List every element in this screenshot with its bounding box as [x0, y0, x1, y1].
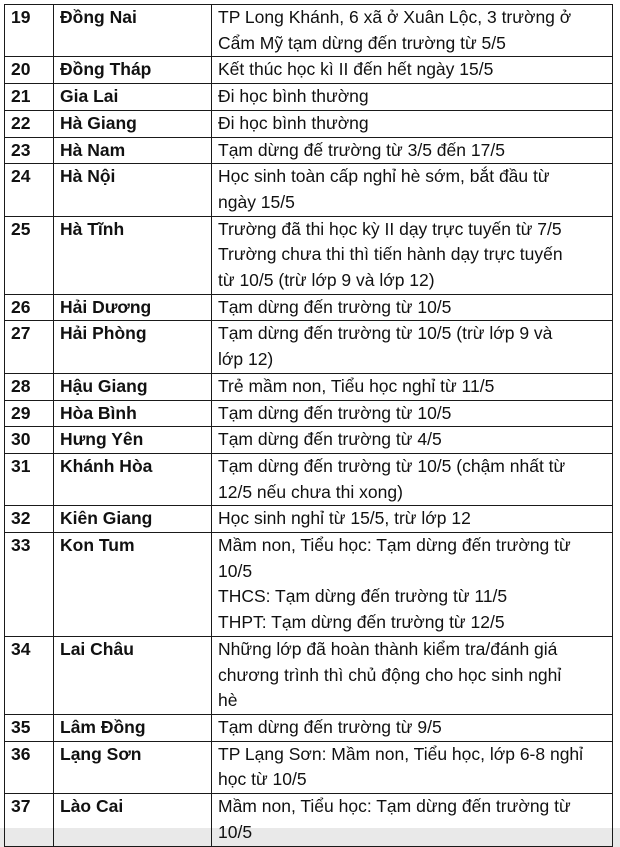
row-number: 35 [5, 714, 54, 741]
status-note-line: Tạm dừng đến trường từ 10/5 (chậm nhất từ [218, 455, 566, 476]
table-row [5, 164, 613, 216]
province-name: Hưng Yên [54, 427, 212, 454]
province-name: Đồng Tháp [54, 57, 212, 84]
status-note [212, 400, 613, 427]
table-row [5, 110, 613, 137]
status-note [212, 714, 613, 741]
province-name: Hà Nội [54, 164, 212, 216]
status-note [212, 321, 613, 373]
row-number: 33 [5, 533, 54, 637]
province-name: Lạng Sơn [54, 741, 212, 793]
table-row [5, 506, 613, 533]
table-row [5, 533, 613, 637]
status-note-line: 10/5 [218, 560, 253, 581]
row-number: 20 [5, 57, 54, 84]
table-row [5, 321, 613, 373]
status-note-line: Tạm dừng đến trường từ 10/5 [218, 296, 452, 317]
status-note [212, 294, 613, 321]
status-note-line: TP Lạng Sơn: Mầm non, Tiểu học, lớp 6-8 nghỉ [218, 743, 584, 764]
status-note-line: Cẩm Mỹ tạm dừng đến trường từ 5/5 [218, 32, 506, 53]
status-note-line: Học sinh toàn cấp nghỉ hè sớm, bắt đầu từ [218, 166, 550, 187]
province-name: Hà Giang [54, 110, 212, 137]
status-note [212, 636, 613, 714]
status-note-line: từ 10/5 (trừ lớp 9 và lớp 12) [218, 270, 435, 291]
status-note-line: Học sinh nghỉ từ 15/5, trừ lớp 12 [218, 508, 471, 529]
status-note-line: Những lớp đã hoàn thành kiểm tra/đánh giá [218, 638, 558, 659]
status-note-line: Tạm dừng đế trường từ 3/5 đến 17/5 [218, 139, 505, 160]
row-number: 27 [5, 321, 54, 373]
status-note-line: Trường chưa thi thì tiến hành dạy trực tuyến [218, 244, 563, 265]
status-note [212, 533, 613, 637]
status-note-line: THPT: Tạm dừng đến trường từ 12/5 [218, 612, 505, 633]
status-note-line: Trường đã thi học kỳ II dạy trực tuyến từ 7/5 [218, 218, 562, 239]
table-row [5, 400, 613, 427]
status-note [212, 453, 613, 505]
status-note-line: chương trình thì chủ động cho học sinh nghỉ [218, 664, 562, 685]
status-note-line: Tạm dừng đến trường từ 9/5 [218, 716, 442, 737]
table-row [5, 84, 613, 111]
status-note [212, 57, 613, 84]
status-note-line: lớp 12) [218, 349, 274, 370]
row-number: 26 [5, 294, 54, 321]
row-number: 29 [5, 400, 54, 427]
table-row [5, 216, 613, 294]
status-note-line: Kết thúc học kì II đến hết ngày 15/5 [218, 59, 494, 80]
status-note [212, 216, 613, 294]
table-row [5, 57, 613, 84]
status-note [212, 427, 613, 454]
school-status-table [4, 4, 613, 847]
province-name: Gia Lai [54, 84, 212, 111]
status-note-line: Đi học bình thường [218, 112, 369, 133]
province-name: Khánh Hòa [54, 453, 212, 505]
status-note-line: Tạm dừng đến trường từ 10/5 (trừ lớp 9 và [218, 323, 553, 344]
status-note [212, 373, 613, 400]
row-number: 30 [5, 427, 54, 454]
table-row [5, 714, 613, 741]
table-body [5, 5, 613, 847]
row-number: 34 [5, 636, 54, 714]
status-note [212, 137, 613, 164]
province-name: Hòa Bình [54, 400, 212, 427]
province-name: Hà Nam [54, 137, 212, 164]
status-note-line: học từ 10/5 [218, 769, 307, 790]
status-note-line: Tạm dừng đến trường từ 4/5 [218, 429, 442, 450]
status-note-line: ngày 15/5 [218, 191, 295, 212]
status-note [212, 5, 613, 57]
row-number: 21 [5, 84, 54, 111]
province-name: Lâm Đồng [54, 714, 212, 741]
table-row [5, 636, 613, 714]
province-name: Hà Tĩnh [54, 216, 212, 294]
table-row [5, 794, 613, 846]
row-number: 37 [5, 794, 54, 846]
row-number: 28 [5, 373, 54, 400]
status-note-line: THCS: Tạm dừng đến trường từ 11/5 [218, 586, 508, 607]
status-note-line: Đi học bình thường [218, 86, 369, 107]
status-note-line: hè [218, 690, 238, 711]
table-row [5, 741, 613, 793]
table-row [5, 373, 613, 400]
province-name: Hải Phòng [54, 321, 212, 373]
row-number: 24 [5, 164, 54, 216]
status-note-line: Mầm non, Tiểu học: Tạm dừng đến trường từ [218, 796, 571, 817]
status-note-line: Trẻ mầm non, Tiểu học nghỉ từ 11/5 [218, 375, 495, 396]
status-note [212, 506, 613, 533]
row-number: 23 [5, 137, 54, 164]
row-number: 36 [5, 741, 54, 793]
status-note [212, 84, 613, 111]
table-row [5, 294, 613, 321]
table-row [5, 427, 613, 454]
status-note-line: Mầm non, Tiểu học: Tạm dừng đến trường từ [218, 535, 571, 556]
status-note-line: TP Long Khánh, 6 xã ở Xuân Lộc, 3 trường ở [218, 7, 572, 27]
row-number: 22 [5, 110, 54, 137]
status-note-line: Tạm dừng đến trường từ 10/5 [218, 402, 452, 423]
table-row [5, 453, 613, 505]
province-name: Lai Châu [54, 636, 212, 714]
row-number: 19 [5, 5, 54, 57]
province-name: Kon Tum [54, 533, 212, 637]
status-note-line: 12/5 nếu chưa thi xong) [218, 481, 403, 502]
province-name: Kiên Giang [54, 506, 212, 533]
row-number: 32 [5, 506, 54, 533]
row-number: 31 [5, 453, 54, 505]
status-note [212, 164, 613, 216]
status-note [212, 110, 613, 137]
status-note [212, 741, 613, 793]
province-name: Hậu Giang [54, 373, 212, 400]
province-name: Đồng Nai [54, 5, 212, 57]
row-number: 25 [5, 216, 54, 294]
table-row [5, 5, 613, 57]
table-row [5, 137, 613, 164]
province-name: Lào Cai [54, 794, 212, 846]
status-note [212, 794, 613, 846]
status-note-line: 10/5 [218, 821, 253, 842]
province-name: Hải Dương [54, 294, 212, 321]
